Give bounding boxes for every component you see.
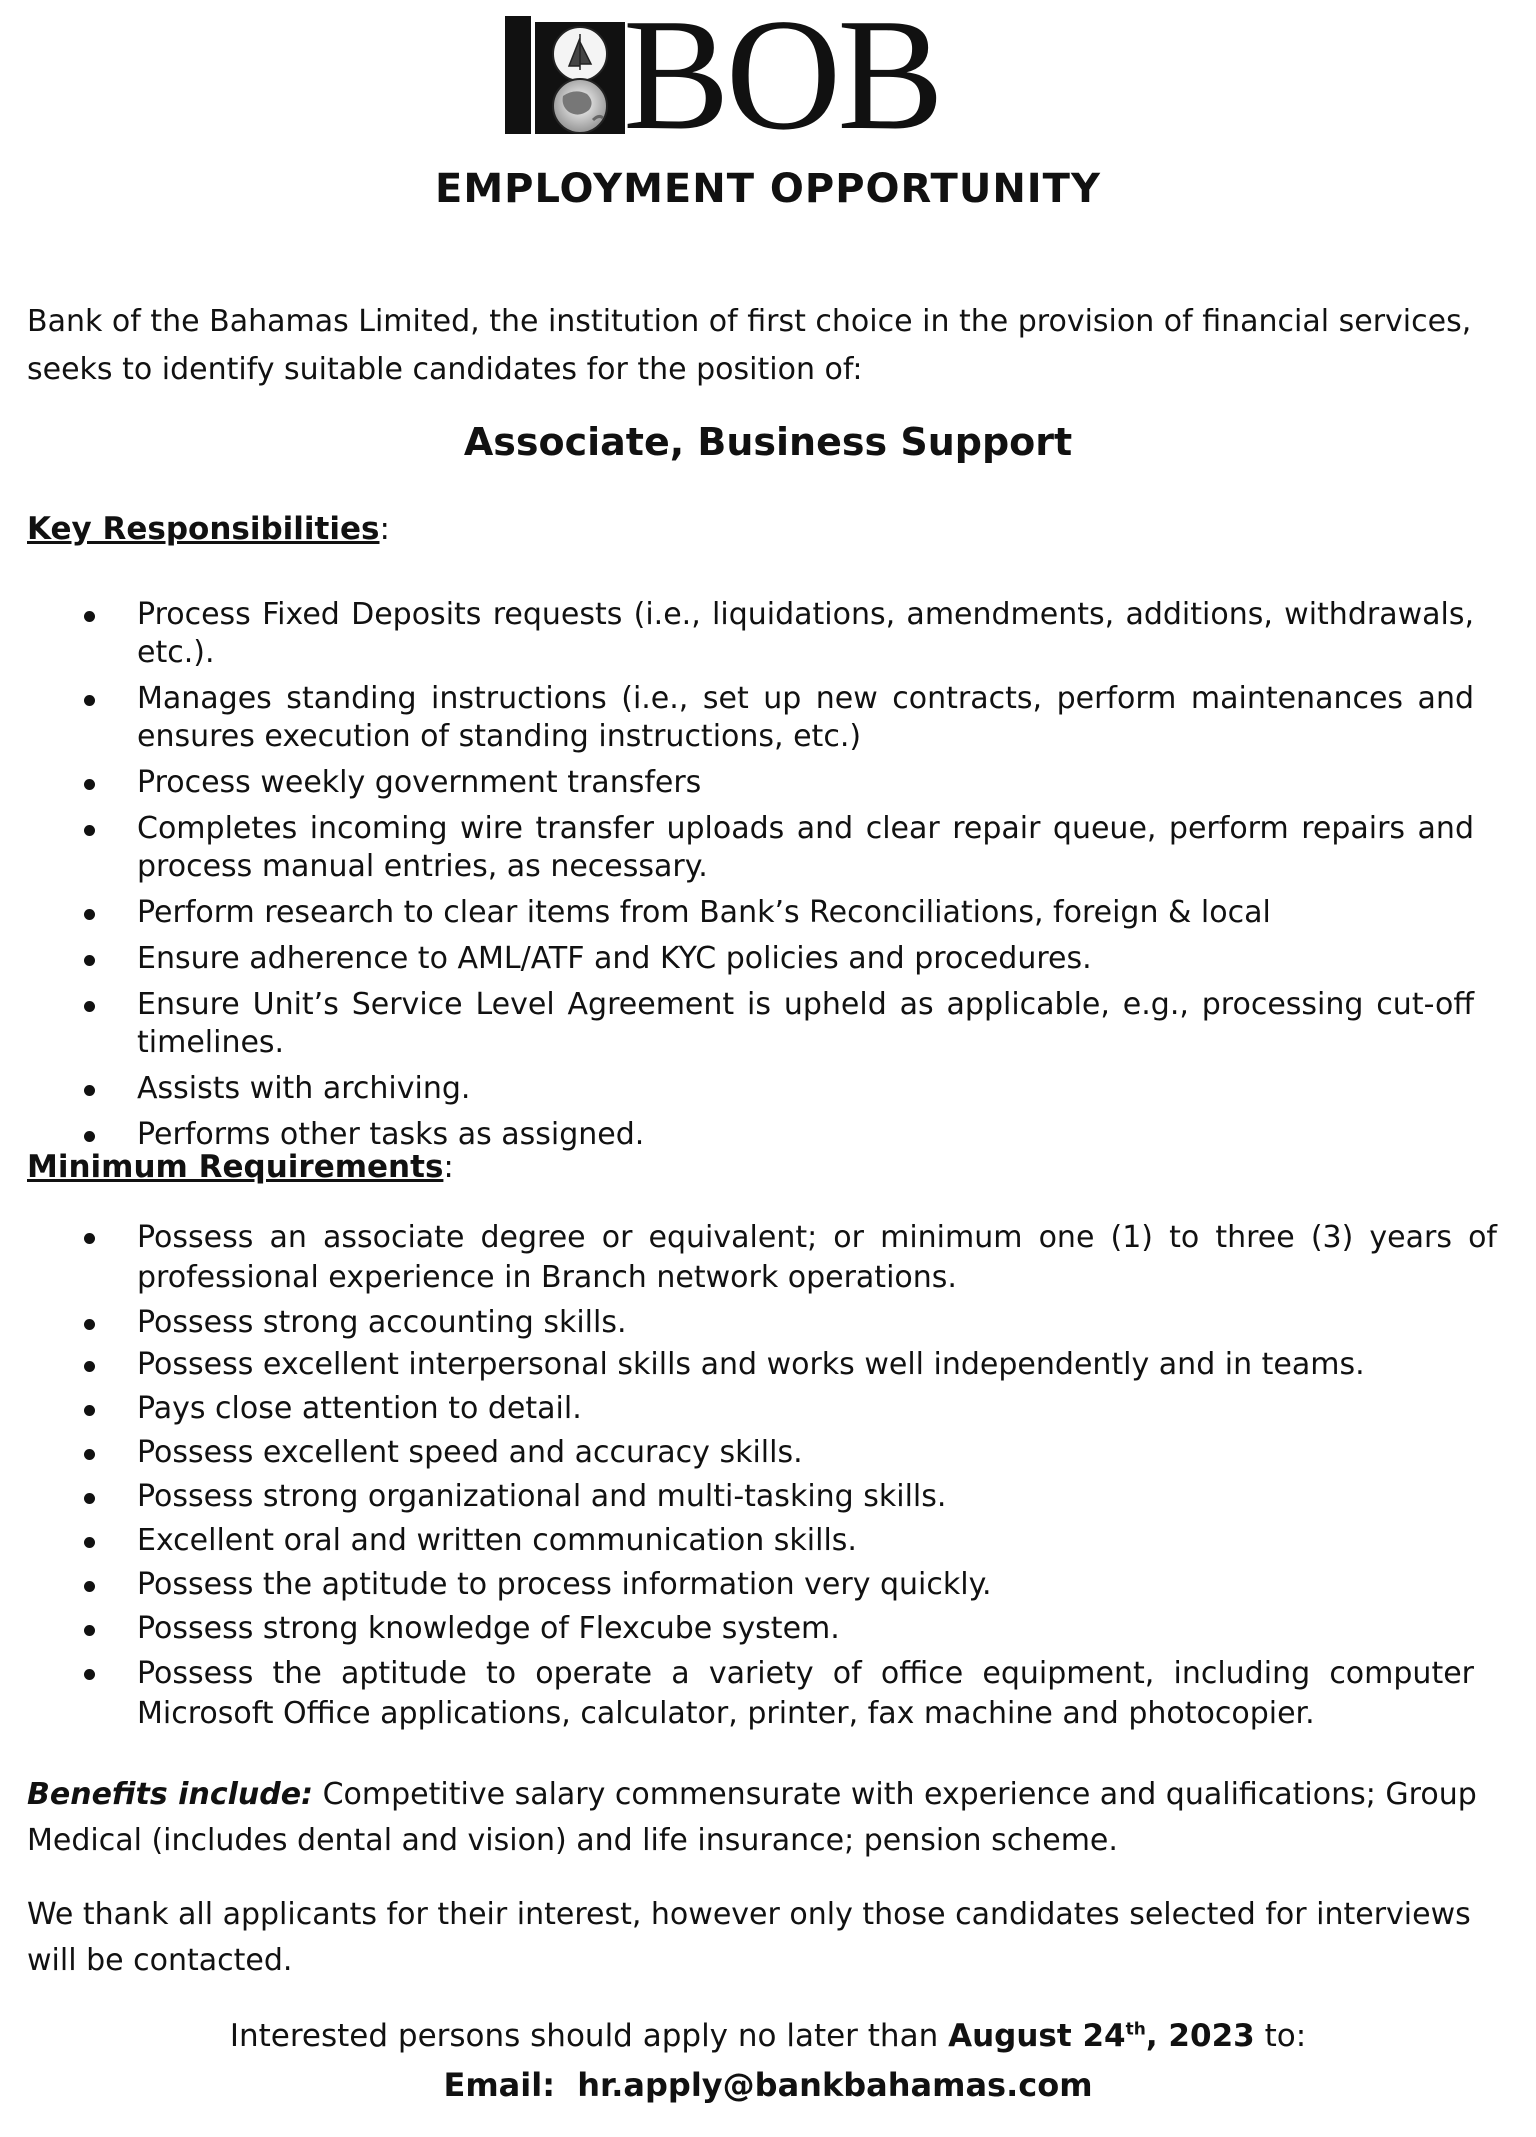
requirements-heading-colon: : xyxy=(443,1149,454,1185)
responsibilities-heading xyxy=(27,511,390,547)
list-item: Ensure Unit’s Service Level Agreement is upheld as applicable, e.g., processing cut-off timelines. xyxy=(0,986,1474,1062)
list-item: Possess strong accounting skills. xyxy=(0,1304,1497,1342)
contact-email xyxy=(0,2066,1536,2104)
list-item: Manages standing instructions (i.e., set up new contracts, perform maintenances and ensures execution of standing instructions, etc.) xyxy=(0,680,1474,756)
logo-wordmark: BOB xyxy=(623,0,940,163)
benefits-paragraph xyxy=(27,1772,1497,1864)
list-item: Excellent oral and written communication skills. xyxy=(0,1522,1497,1560)
list-item: Process weekly government transfers xyxy=(0,764,1474,802)
list-item: Completes incoming wire transfer uploads and clear repair queue, perform repairs and process manual entries, as necessary. xyxy=(0,810,1474,886)
email-address[interactable]: hr.apply@bankbahamas.com xyxy=(577,2066,1093,2104)
list-item: Assists with archiving. xyxy=(0,1070,1474,1108)
list-item: Possess strong knowledge of Flexcube system. xyxy=(0,1610,1497,1648)
thanks-paragraph: We thank all applicants for their interest, however only those candidates selected for interviews will be contacted. xyxy=(27,1897,1471,1978)
requirements-heading xyxy=(27,1149,454,1185)
apply-prefix: Interested persons should apply no later than xyxy=(229,2018,939,2054)
list-item: Possess the aptitude to operate a variety of office equipment, including computer Microsoft Office applications, calculator, printer, fax machine and photocopier. xyxy=(0,1654,1474,1734)
list-item: Possess strong organizational and multi-tasking skills. xyxy=(0,1478,1497,1516)
list-item: Performs other tasks as assigned. xyxy=(0,1116,1474,1154)
benefits-text: Competitive salary commensurate with experience and qualifications; Group Medical (includes dental and vision) and life insurance; pension scheme. xyxy=(27,1777,1477,1858)
requirements-heading-text: Minimum Requirements xyxy=(27,1149,444,1185)
globe-seal-icon xyxy=(535,22,625,134)
position-title: Associate, Business Support xyxy=(463,420,1073,464)
apply-date: August 24th, 2023 xyxy=(948,2018,1255,2054)
apply-deadline xyxy=(0,2018,1536,2054)
list-item: Ensure adherence to AML/ATF and KYC policies and procedures. xyxy=(0,940,1474,978)
apply-suffix: to: xyxy=(1264,2018,1307,2054)
list-item: Possess an associate degree or equivalent; or minimum one (1) to three (3) years of professional experience in Branch network operations. xyxy=(0,1218,1497,1298)
benefits-label: Benefits include: xyxy=(27,1777,314,1812)
list-item: Possess excellent interpersonal skills and works well independently and in teams. xyxy=(0,1346,1497,1384)
list-item: Pays close attention to detail. xyxy=(0,1390,1497,1428)
list-item: Perform research to clear items from Bank’s Reconciliations, foreign & local xyxy=(0,894,1474,932)
requirements-list xyxy=(0,1218,1497,1734)
list-item: Possess excellent speed and accuracy skills. xyxy=(0,1434,1497,1472)
responsibilities-heading-colon: : xyxy=(379,511,390,547)
responsibilities-list xyxy=(0,596,1474,1154)
list-item: Possess the aptitude to process information very quickly. xyxy=(0,1566,1497,1604)
bob-logo xyxy=(505,0,1015,163)
logo-bar xyxy=(505,16,531,134)
responsibilities-heading-text: Key Responsibilities xyxy=(27,511,380,547)
list-item: Process Fixed Deposits requests (i.e., liquidations, amendments, additions, withdrawals, etc.). xyxy=(0,596,1474,672)
email-label: Email: xyxy=(443,2066,555,2104)
intro-paragraph: Bank of the Bahamas Limited, the institution of first choice in the provision of financial services, seeks to identify suitable candidates for the position of: xyxy=(27,304,1472,387)
page-title: EMPLOYMENT OPPORTUNITY xyxy=(435,166,1101,212)
